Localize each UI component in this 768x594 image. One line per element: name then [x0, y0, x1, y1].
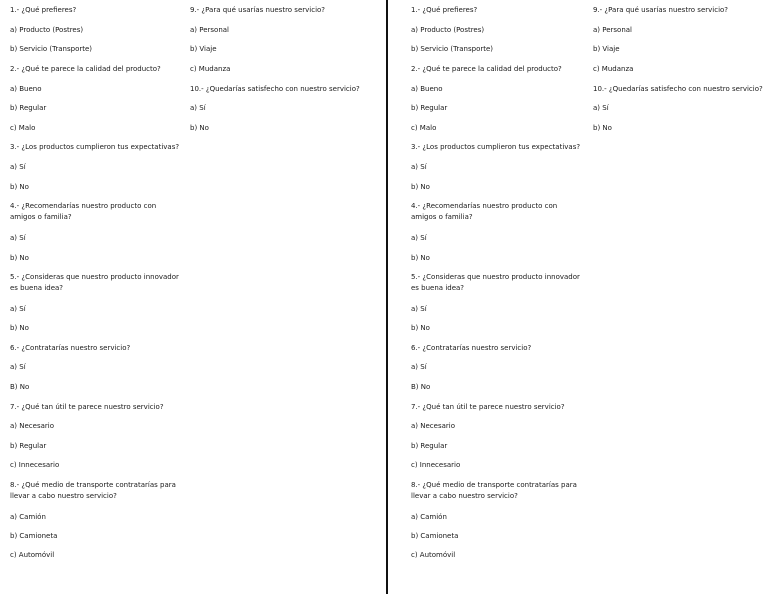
survey-line: B) No [411, 383, 431, 391]
survey-line: b) No [10, 183, 29, 191]
survey-line: a) Personal [593, 26, 633, 34]
survey-line: a) Sí [411, 234, 427, 242]
survey-line: a) Producto (Postres) [411, 26, 485, 34]
survey-line: a) Sí [10, 363, 26, 371]
survey-line: b) Servicio (Transporte) [10, 45, 93, 53]
survey-line: b) Servicio (Transporte) [411, 45, 494, 53]
page-divider [386, 0, 388, 594]
survey-line: b) No [10, 324, 29, 332]
survey-line: a) Necesario [411, 422, 455, 430]
survey-line: amigos o familia? [10, 213, 72, 221]
survey-line: a) Sí [411, 305, 427, 313]
survey-line: a) Camión [10, 513, 46, 521]
survey-line: a) Sí [411, 363, 427, 371]
survey-line: a) Bueno [411, 85, 443, 93]
survey-line: 10.- ¿Quedarías satisfecho con nuestro servicio? [593, 85, 763, 93]
survey-line: 7.- ¿Qué tan útil te parece nuestro servicio? [10, 403, 164, 411]
survey-line: 7.- ¿Qué tan útil te parece nuestro servicio? [411, 403, 565, 411]
survey-line: a) Sí [190, 104, 206, 112]
survey-line: 3.- ¿Los productos cumplieron tus expectativas? [411, 143, 581, 151]
survey-line: 8.- ¿Qué medio de transporte contratarías para [10, 481, 176, 489]
survey-line: 1.- ¿Qué prefieres? [411, 6, 478, 14]
survey-line: b) Regular [10, 104, 47, 112]
survey-line: amigos o familia? [411, 213, 473, 221]
survey-line: c) Mudanza [593, 65, 634, 73]
survey-line: b) No [593, 124, 612, 132]
survey-line: 3.- ¿Los productos cumplieron tus expectativas? [10, 143, 180, 151]
survey-line: a) Necesario [10, 422, 54, 430]
survey-line: b) Viaje [593, 45, 620, 53]
survey-line: c) Innecesario [411, 461, 461, 469]
survey-line: b) Camioneta [10, 532, 58, 540]
survey-line: 5.- ¿Consideras que nuestro producto innovador [10, 273, 179, 281]
survey-line: b) Viaje [190, 45, 217, 53]
survey-line: b) No [10, 254, 29, 262]
survey-line: 6.- ¿Contratarías nuestro servicio? [10, 344, 131, 352]
survey-line: a) Camión [411, 513, 447, 521]
survey-line: b) No [411, 324, 430, 332]
survey-line: a) Personal [190, 26, 230, 34]
survey-line: a) Bueno [10, 85, 42, 93]
survey-line: b) Regular [411, 104, 448, 112]
survey-line: a) Producto (Postres) [10, 26, 84, 34]
survey-line: es buena idea? [10, 284, 64, 292]
survey-line: c) Automóvil [411, 551, 456, 559]
survey-line: 10.- ¿Quedarías satisfecho con nuestro servicio? [190, 85, 360, 93]
survey-line: a) Sí [10, 163, 26, 171]
survey-line: llevar a cabo nuestro servicio? [411, 492, 518, 500]
survey-line: 6.- ¿Contratarías nuestro servicio? [411, 344, 532, 352]
survey-line: c) Mudanza [190, 65, 231, 73]
survey-line: B) No [10, 383, 30, 391]
survey-line: 4.- ¿Recomendarías nuestro producto con [10, 202, 157, 210]
survey-line: c) Malo [10, 124, 36, 132]
survey-line: b) No [190, 124, 209, 132]
survey-line: b) Regular [10, 442, 47, 450]
survey-line: a) Sí [10, 305, 26, 313]
survey-line: c) Automóvil [10, 551, 55, 559]
survey-line: 8.- ¿Qué medio de transporte contratarías para [411, 481, 577, 489]
survey-line: 4.- ¿Recomendarías nuestro producto con [411, 202, 558, 210]
survey-line: a) Sí [593, 104, 609, 112]
survey-line: c) Innecesario [10, 461, 60, 469]
survey-line: 9.- ¿Para qué usarías nuestro servicio? [190, 6, 326, 14]
survey-line: es buena idea? [411, 284, 465, 292]
survey-line: b) Camioneta [411, 532, 459, 540]
survey-line: 2.- ¿Qué te parece la calidad del producto? [10, 65, 161, 73]
survey-line: 2.- ¿Qué te parece la calidad del producto? [411, 65, 562, 73]
survey-line: llevar a cabo nuestro servicio? [10, 492, 117, 500]
survey-line: b) No [411, 254, 430, 262]
survey-line: b) No [411, 183, 430, 191]
survey-line: 1.- ¿Qué prefieres? [10, 6, 77, 14]
survey-line: a) Sí [411, 163, 427, 171]
survey-line: 5.- ¿Consideras que nuestro producto innovador [411, 273, 580, 281]
survey-line: b) Regular [411, 442, 448, 450]
survey-line: c) Malo [411, 124, 437, 132]
survey-line: 9.- ¿Para qué usarías nuestro servicio? [593, 6, 729, 14]
survey-line: a) Sí [10, 234, 26, 242]
